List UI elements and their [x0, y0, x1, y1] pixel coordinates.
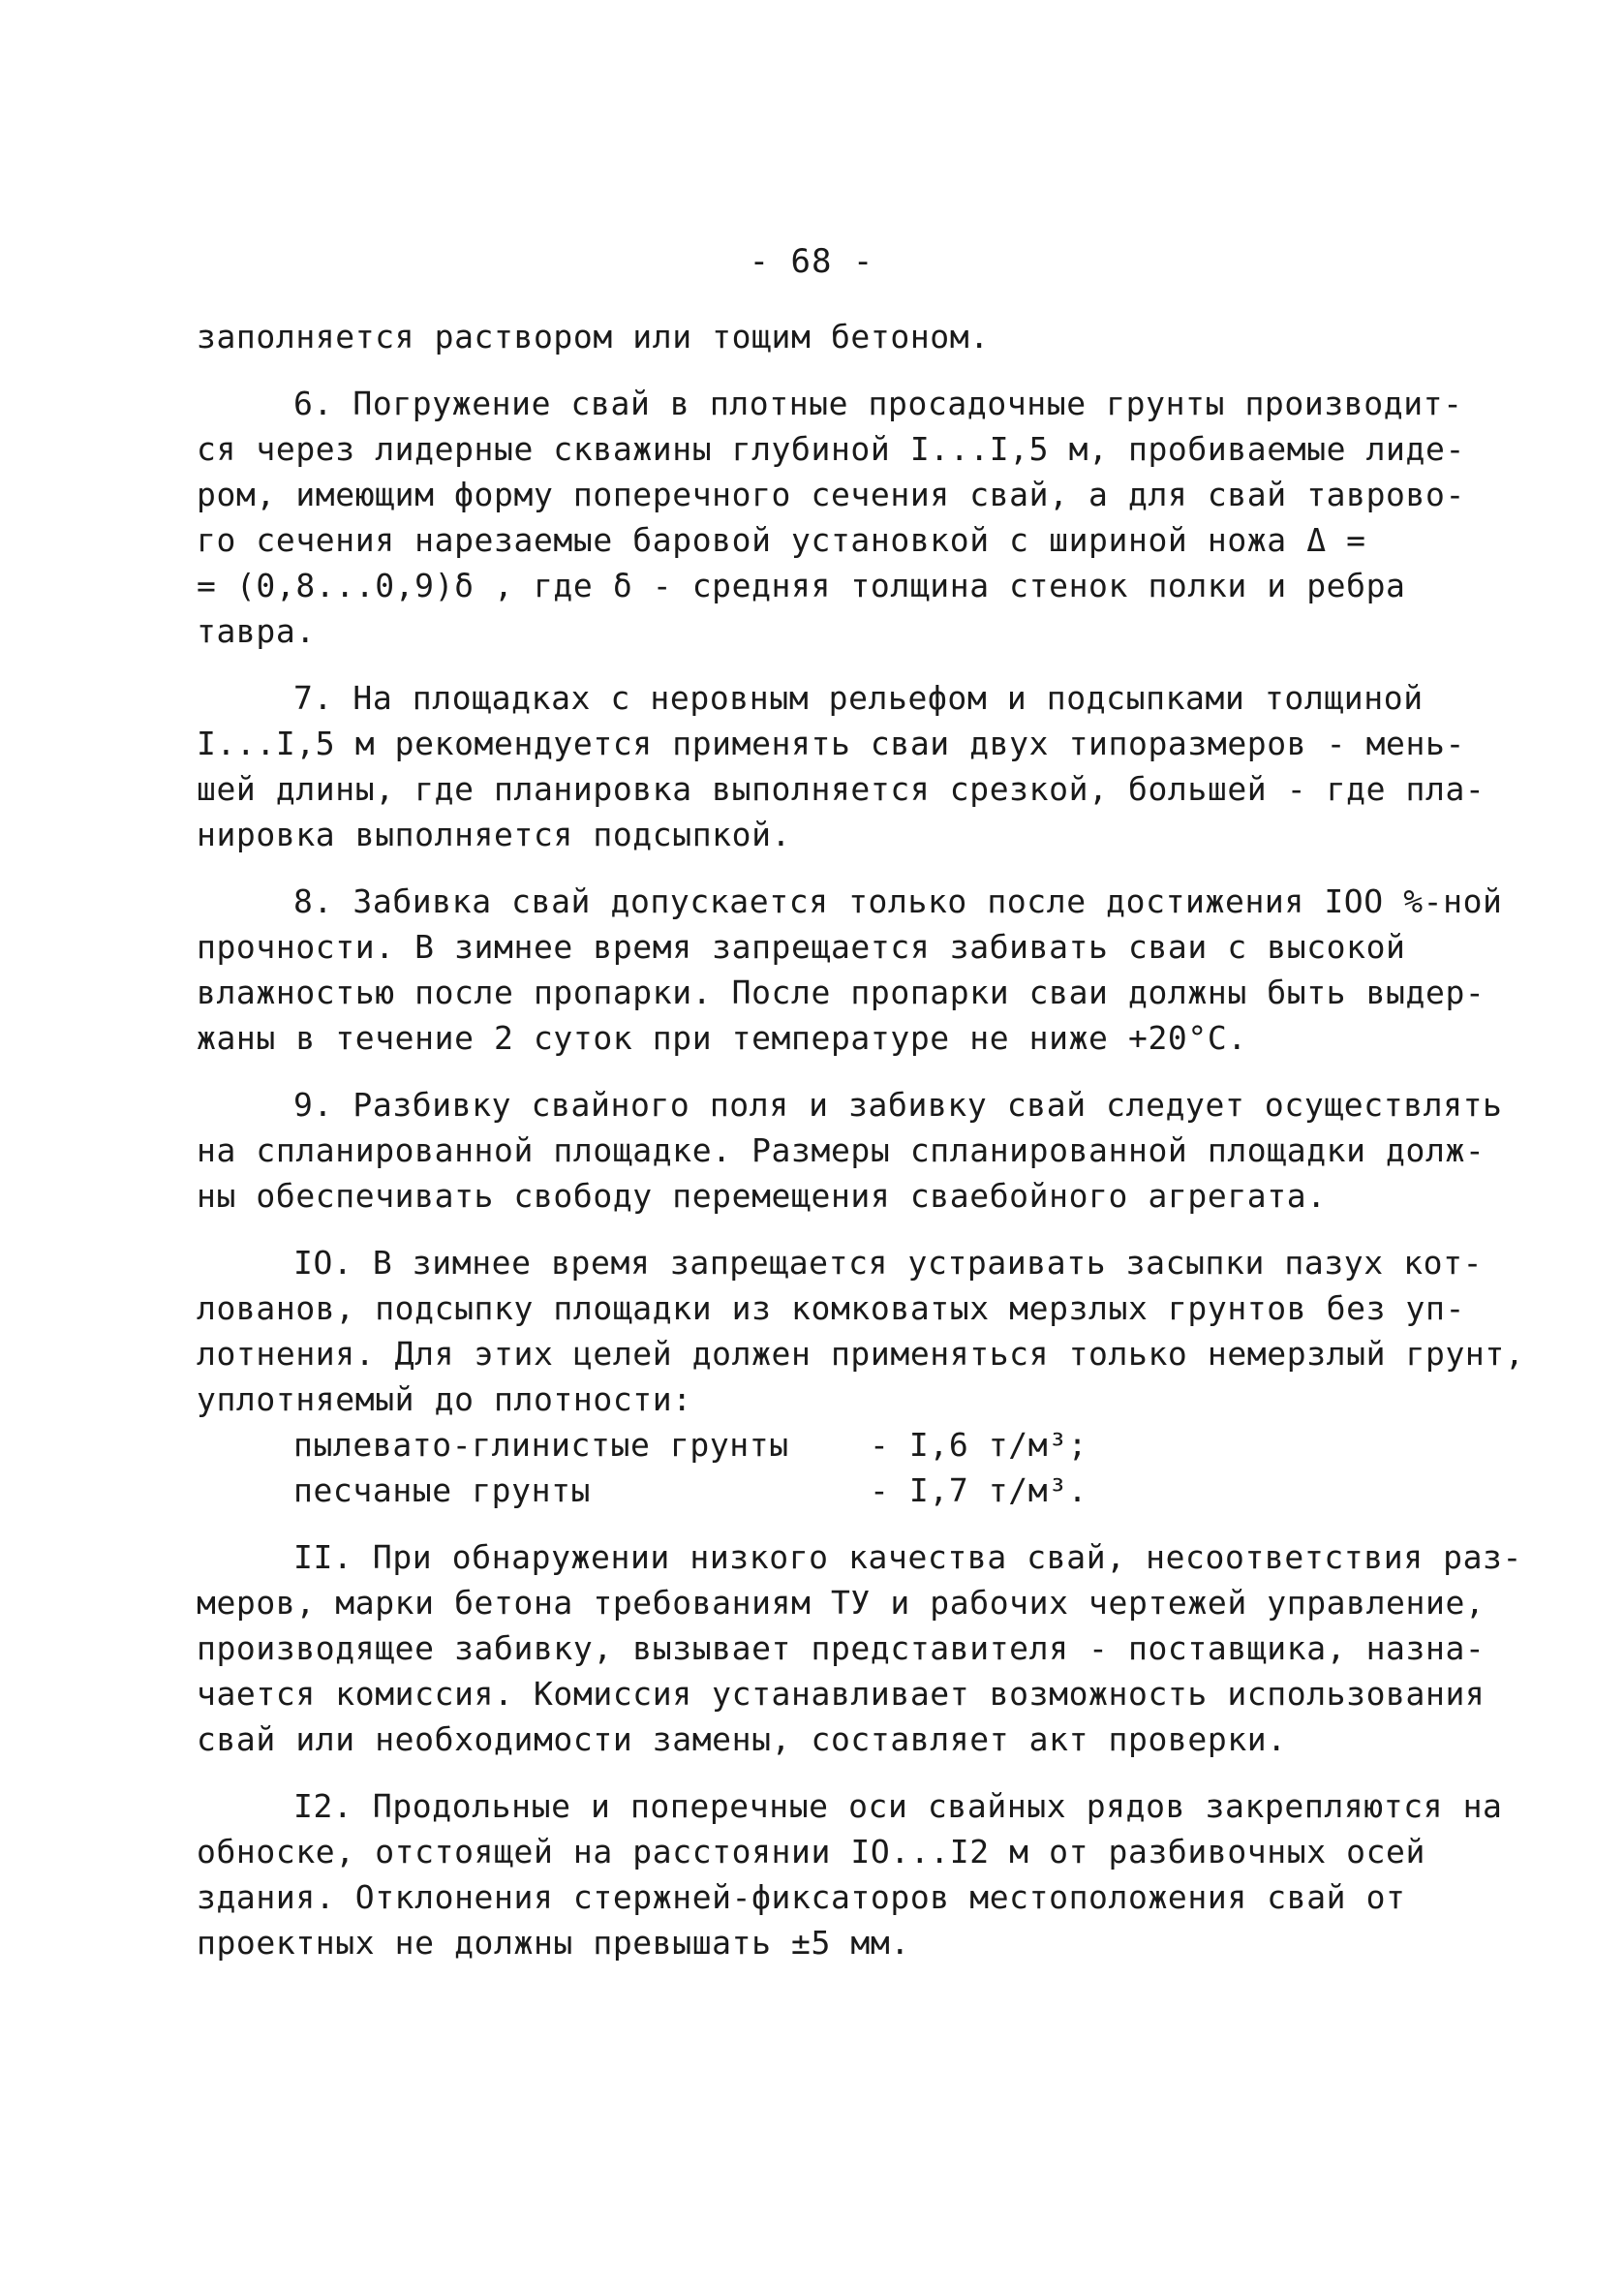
text-line: проектных не должны превышать ±5 мм. — [197, 1924, 910, 1962]
text-line: 8. Забивка свай допускается только после достижения IOO %-ной — [293, 882, 1503, 920]
text-line: здания. Отклонения стержней-фиксаторов местоположения свай от — [197, 1878, 1406, 1916]
text-line: чается комиссия. Комиссия устанавливает возможность использования — [197, 1675, 1486, 1713]
page-number: - 68 - — [749, 242, 874, 281]
text-line: IO. В зимнее время запрещается устраивать засыпки пазух кот- — [293, 1244, 1484, 1282]
text-line: производящее забивку, вызывает представителя - поставщика, назна- — [197, 1629, 1486, 1667]
paragraph-12 — [197, 1783, 1503, 1965]
document-page — [197, 242, 1525, 1965]
text-line: лованов, подсыпку площадки из комковатых мерзлых грунтов без уп- — [197, 1289, 1465, 1327]
paragraph-10 — [197, 1240, 1525, 1513]
paragraph-11 — [197, 1534, 1522, 1762]
density-row — [197, 1468, 1465, 1513]
text-line: 6. Погружение свай в плотные просадочные грунты производит- — [293, 385, 1463, 422]
soil-type: песчаные грунты — [293, 1471, 592, 1509]
text-line: = (0,8...0,9)δ , где δ - средняя толщина стенок полки и ребра — [197, 567, 1406, 604]
text-line: лотнения. Для этих целей должен применяться только немерзлый грунт, — [197, 1335, 1525, 1373]
text-line: тавра. — [197, 612, 316, 650]
paragraph-continuation — [197, 314, 1465, 359]
text-line: меров, марки бетона требованиям ТУ и рабочих чертежей управление, — [197, 1584, 1486, 1622]
soil-type: пылевато-глинистые грунты — [293, 1426, 789, 1464]
text-line: жаны в течение 2 суток при температуре не ниже +20°С. — [197, 1019, 1247, 1057]
text-line: уплотняемый до плотности: — [197, 1380, 692, 1418]
text-line: свай или необходимости замены, составляет акт проверки. — [197, 1720, 1287, 1758]
text-line: ся через лидерные скважины глубиной I...I,5 м, пробиваемые лиде- — [197, 430, 1465, 468]
text-line: нировка выполняется подсыпкой. — [197, 816, 792, 853]
density-value: - I,6 т/м³; — [870, 1426, 1088, 1464]
text-line: 7. На площадках с неровным рельефом и подсыпками толщиной — [293, 679, 1424, 717]
paragraph-6 — [197, 381, 1465, 654]
text-line: 9. Разбивку свайного поля и забивку свай следует осуществлять — [293, 1086, 1503, 1124]
text-line: го сечения нарезаемые баровой установкой с шириной ножа Δ = — [197, 521, 1366, 559]
text-line: II. При обнаружении низкого качества свай, несоответствия раз- — [293, 1538, 1522, 1576]
paragraph-9 — [197, 1082, 1503, 1219]
paragraph-8 — [197, 879, 1503, 1061]
density-row — [197, 1422, 1465, 1468]
text-line: обноске, отстоящей на расстоянии IO...I2 м от разбивочных осей — [197, 1833, 1425, 1871]
text-line: I2. Продольные и поперечные оси свайных рядов закрепляются на — [293, 1787, 1503, 1825]
text-line: ром, имеющим форму поперечного сечения свай, а для свай таврово- — [197, 476, 1465, 513]
text-line: прочности. В зимнее время запрещается забивать сваи с высокой — [197, 928, 1406, 966]
text-line: I...I,5 м рекомендуется применять сваи двух типоразмеров - мень- — [197, 725, 1465, 762]
text-line: шей длины, где планировка выполняется срезкой, большей - где пла- — [197, 770, 1486, 808]
density-value: - I,7 т/м³. — [870, 1471, 1088, 1509]
text-line: заполняется раствором или тощим бетоном. — [197, 318, 990, 356]
text-line: влажностью после пропарки. После пропарки сваи должны быть выдер- — [197, 974, 1486, 1011]
text-line: ны обеспечивать свободу перемещения сваебойного агрегата. — [197, 1177, 1327, 1215]
text-line: на спланированной площадке. Размеры спланированной площадки долж- — [197, 1131, 1486, 1169]
paragraph-7 — [197, 675, 1486, 857]
